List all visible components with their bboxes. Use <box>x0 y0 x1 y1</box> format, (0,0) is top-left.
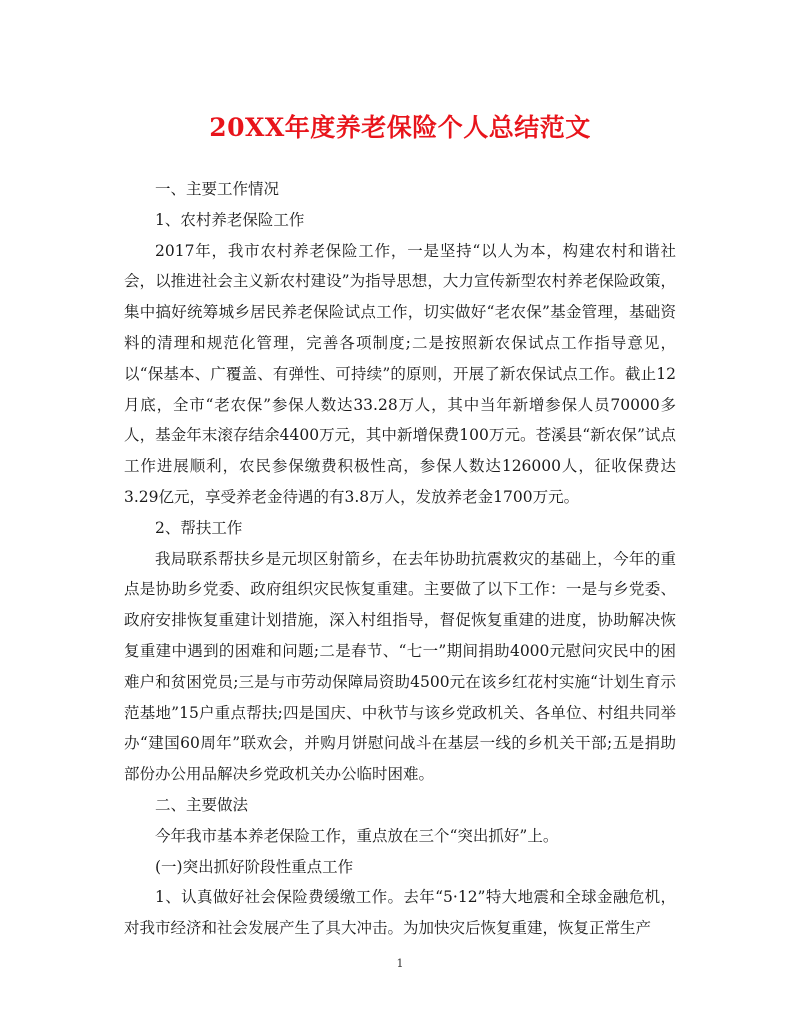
subsection-heading-stage-work: (一)突出抓好阶段性重点工作 <box>155 857 354 876</box>
document-body <box>124 174 676 944</box>
paragraph-rural-pension: 2017年，我市农村养老保险工作，一是坚持“以人为本，构建农村和谐社会，以推进社会主义新农村建设”为指导思想，大力宣传新型农村养老保险政策，集中搞好统筹城乡居民养老保险试点工作，切实做好“老农保”基金管理，基础资料的清理和规范化管理，完善各项制度;二是按照新农保试点工作指导意见，以“保基本、广覆盖、有弹性、可持续”的原则，开展了新农保试点工作。截止12月底，全市“老农保”参保人数达33.28万人，其中当年新增参保人员70000多人，基金年末滚存结余4400万元，其中新增保费100万元。苍溪县“新农保”试点工作进展顺利，农民参保缴费积极性高，参保人数达126000人，征收保费达3.29亿元，享受养老金待遇的有3.8万人，发放养老金1700万元。 <box>124 241 676 506</box>
paragraph-focus: 今年我市基本养老保险工作，重点放在三个“突出抓好”上。 <box>155 826 559 845</box>
section-heading-1: 一、主要工作情况 <box>155 180 280 198</box>
subsection-heading-assistance: 2、帮扶工作 <box>155 518 243 537</box>
paragraph-assistance: 我局联系帮扶乡是元坝区射箭乡，在去年协助抗震救灾的基础上，今年的重点是协助乡党委、政府组织灾民恢复重建。主要做了以下工作：一是与乡党委、政府安排恢复重建计划措施，深入村组指导，督促恢复重建的进度，协助解决恢复重建中遇到的困难和问题;二是春节、“七一”期间捐助4000元慰问灾民中的困难户和贫困党员;三是与市劳动保障局资助4500元在该乡红花村实施“计划生育示范基地”15户重点帮扶;四是国庆、中秋节与该乡党政机关、各单位、村组共同举办“建国60周年”联欢会，并购月饼慰问战斗在基层一线的乡机关干部;五是捐助部份办公用品解决乡党政机关办公临时困难。 <box>124 549 676 784</box>
section-heading-2: 二、主要做法 <box>155 795 249 814</box>
paragraph-deferred-payment: 1、认真做好社会保险费缓缴工作。去年“5·12”特大地震和全球金融危机，对我市经济和社会发展产生了具大冲击。为加快灾后恢复重建，恢复正常生产 <box>124 888 676 938</box>
page-number: 1 <box>396 957 404 970</box>
subsection-heading-rural-pension: 1、农村养老保险工作 <box>155 210 305 229</box>
document-title: 20XX年度养老保险个人总结范文 <box>209 113 591 142</box>
